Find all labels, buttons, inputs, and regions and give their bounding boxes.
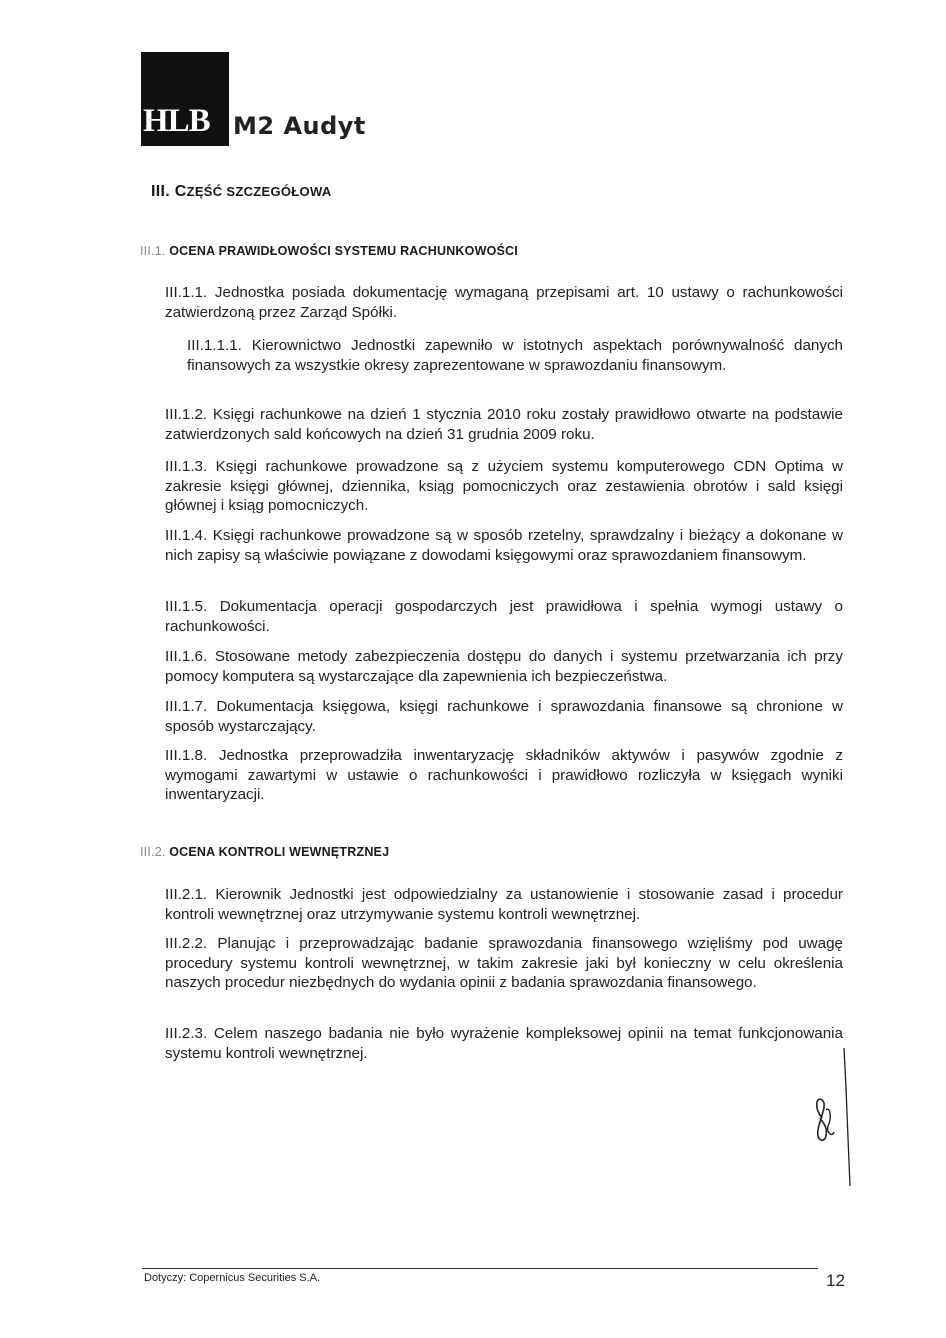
company-logo	[141, 52, 366, 146]
section-first-letter: O	[169, 244, 180, 258]
title-first-letter: C	[174, 183, 187, 200]
footer-divider	[142, 1268, 818, 1269]
paragraph: III.1.2. Księgi rachunkowe na dzień 1 stycznia 2010 roku zostały prawidłowo otwarte na podstawie zatwierdzonych sald końcowych na dzień 31 grudnia 2009 roku.	[165, 406, 843, 443]
page-number: 12	[826, 1271, 845, 1290]
section-number: III.1.	[140, 244, 166, 258]
logo-mark	[141, 52, 229, 146]
section-first-letter: O	[169, 845, 180, 859]
section-heading-rest: CENA PRAWIDŁOWOŚCI SYSTEMU RACHUNKOWOŚCI	[179, 244, 518, 258]
paragraph: III.1.6. Stosowane metody zabezpieczenia dostępu do danych i systemu przetwarzania ich przy pomocy komputera są wystarczające dla zapewnienia ich bezpieczeństwa.	[165, 648, 843, 685]
section-heading-2	[140, 845, 389, 859]
paragraph: III.1.5. Dokumentacja operacji gospodarczych jest prawidłowa i spełnia wymogi ustawy o rachunkowości.	[165, 598, 843, 635]
paragraph: III.2.1. Kierownik Jednostki jest odpowiedzialny za ustanowienie i stosowanie zasad i procedur kontroli wewnętrznej oraz utrzymywanie systemu kontroli wewnętrznej.	[165, 886, 843, 923]
page-title	[151, 183, 332, 201]
paragraph: III.1.7. Dokumentacja księgowa, księgi rachunkowe i sprawozdania finansowe są chronione w sposób wystarczający.	[165, 698, 843, 735]
paragraph: III.1.3. Księgi rachunkowe prowadzone są z użyciem systemu komputerowego CDN Optima w zakresie księgi głównej, dziennika, ksiąg pomocniczych oraz zestawienia obrotów i sald księgi głównej i ksiąg pomocniczych.	[165, 458, 843, 515]
title-number: III.	[151, 183, 170, 200]
logo-mark-text: HLB	[143, 103, 210, 139]
paragraph: III.1.8. Jednostka przeprowadziła inwentaryzację składników aktywów i pasywów zgodnie z wymogami zawartymi w ustawie o rachunkowości i prawidłowo rozliczyła w księgach wyniki inwentaryzacji.	[165, 747, 843, 804]
section-heading-rest: CENA KONTROLI WEWNĘTRZNEJ	[179, 845, 390, 859]
logo-name: M2 Audyt	[233, 112, 366, 140]
paragraph: III.1.4. Księgi rachunkowe prowadzone są w sposób rzetelny, sprawdzalny i bieżący a dokonane w nich zapisy są właściwie powiązane z dowodami księgowymi oraz sprawozdaniem finansowym.	[165, 527, 843, 564]
paragraph: III.1.1.1. Kierownictwo Jednostki zapewniło w istotnych aspektach porównywalność danych finansowych za wszystkie okresy zaprezentowane w sprawozdaniu finansowym.	[187, 337, 843, 374]
paragraph: III.1.1. Jednostka posiada dokumentację wymaganą przepisami art. 10 ustawy o rachunkowości zatwierdzoną przez Zarząd Spółki.	[165, 284, 843, 321]
footer-text: Dotyczy: Copernicus Securities S.A.	[144, 1272, 321, 1284]
section-number: III.2.	[140, 845, 166, 859]
paragraph: III.2.3. Celem naszego badania nie było wyrażenie kompleksowej opinii na temat funkcjonowania systemu kontroli wewnętrznej.	[165, 1025, 843, 1062]
title-rest: ZĘŚĆ SZCZEGÓŁOWA	[186, 184, 332, 199]
handwritten-initials-signature	[808, 1048, 858, 1188]
paragraph: III.2.2. Planując i przeprowadzając badanie sprawozdania finansowego wzięliśmy pod uwagę procedury systemu kontroli wewnętrznej, w takim zakresie jaki był konieczny w celu określenia naszych procedur niezbędnych do wydania opinii z badania sprawozdania finansowego.	[165, 935, 843, 992]
section-heading-1	[140, 244, 518, 258]
